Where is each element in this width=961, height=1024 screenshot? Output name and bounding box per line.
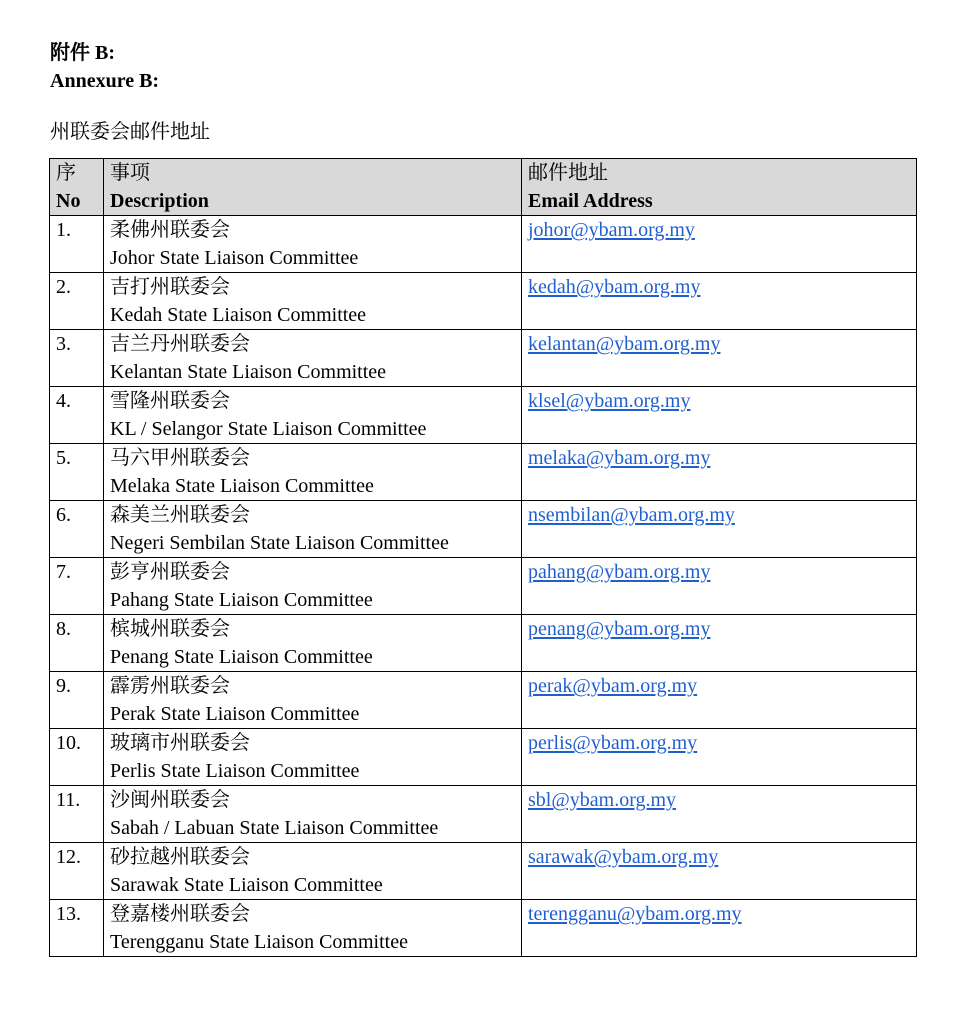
header-no [50, 159, 104, 216]
row-email [522, 900, 917, 957]
row-number: 3. [50, 330, 104, 387]
liaison-committee-table [49, 158, 917, 957]
row-number: 11. [50, 786, 104, 843]
committee-name-english: Kedah State Liaison Committee [110, 304, 367, 326]
row-email [522, 615, 917, 672]
row-number: 7. [50, 558, 104, 615]
committee-name-english: Negeri Sembilan State Liaison Committee [110, 532, 449, 554]
committee-name-chinese: 砂拉越州联委会 [110, 846, 250, 868]
row-email [522, 558, 917, 615]
table-row [50, 843, 917, 900]
committee-name-chinese: 彭亨州联委会 [110, 561, 230, 583]
row-email [522, 216, 917, 273]
committee-name-english: Sarawak State Liaison Committee [110, 874, 383, 896]
row-email [522, 786, 917, 843]
email-link[interactable]: nsembilan@ybam.org.my [528, 504, 735, 526]
committee-name-chinese: 吉打州联委会 [110, 276, 230, 298]
table-row [50, 615, 917, 672]
row-email [522, 501, 917, 558]
row-description [104, 330, 522, 387]
row-number: 2. [50, 273, 104, 330]
email-link[interactable]: sbl@ybam.org.my [528, 789, 677, 811]
row-email [522, 330, 917, 387]
header-email-en: Email Address [528, 190, 653, 212]
row-email [522, 273, 917, 330]
row-email [522, 729, 917, 786]
email-link[interactable]: klsel@ybam.org.my [528, 390, 691, 412]
committee-name-english: Terengganu State Liaison Committee [110, 931, 408, 953]
committee-name-english: Melaka State Liaison Committee [110, 475, 374, 497]
row-number: 5. [50, 444, 104, 501]
row-description [104, 729, 522, 786]
table-header-row [50, 159, 917, 216]
header-description [104, 159, 522, 216]
committee-name-chinese: 玻璃市州联委会 [110, 732, 250, 754]
annex-heading-english: Annexure B: [50, 70, 160, 92]
row-description [104, 273, 522, 330]
row-description [104, 444, 522, 501]
table-row [50, 900, 917, 957]
row-number: 1. [50, 216, 104, 273]
table-row [50, 729, 917, 786]
committee-name-english: Kelantan State Liaison Committee [110, 361, 387, 383]
committee-name-english: Perlis State Liaison Committee [110, 760, 360, 782]
row-number: 10. [50, 729, 104, 786]
committee-name-chinese: 槟城州联委会 [110, 618, 230, 640]
table-row [50, 558, 917, 615]
row-number: 4. [50, 387, 104, 444]
row-description [104, 615, 522, 672]
table-row [50, 786, 917, 843]
committee-name-chinese: 登嘉楼州联委会 [110, 903, 250, 925]
row-email [522, 444, 917, 501]
table-row [50, 273, 917, 330]
email-link[interactable]: pahang@ybam.org.my [528, 561, 711, 583]
email-link[interactable]: kelantan@ybam.org.my [528, 333, 721, 355]
email-link[interactable]: melaka@ybam.org.my [528, 447, 711, 469]
row-description [104, 558, 522, 615]
header-description-en: Description [110, 190, 209, 212]
committee-name-chinese: 柔佛州联委会 [110, 219, 230, 241]
committee-name-english: Sabah / Labuan State Liaison Committee [110, 817, 439, 839]
row-description [104, 501, 522, 558]
committee-name-english: KL / Selangor State Liaison Committee [110, 418, 427, 440]
table-row [50, 444, 917, 501]
committee-name-english: Perak State Liaison Committee [110, 703, 360, 725]
row-description [104, 672, 522, 729]
row-number: 8. [50, 615, 104, 672]
committee-name-english: Johor State Liaison Committee [110, 247, 359, 269]
header-email [522, 159, 917, 216]
row-description [104, 216, 522, 273]
committee-name-chinese: 吉兰丹州联委会 [110, 333, 250, 355]
committee-name-chinese: 马六甲州联委会 [110, 447, 250, 469]
table-row [50, 216, 917, 273]
committee-name-english: Pahang State Liaison Committee [110, 589, 373, 611]
email-link[interactable]: johor@ybam.org.my [528, 219, 695, 241]
committee-name-chinese: 霹雳州联委会 [110, 675, 230, 697]
email-link[interactable]: sarawak@ybam.org.my [528, 846, 719, 868]
row-email [522, 672, 917, 729]
row-description [104, 843, 522, 900]
row-number: 6. [50, 501, 104, 558]
row-description [104, 387, 522, 444]
table-title: 州联委会邮件地址 [50, 121, 210, 143]
header-no-cn: 序 [56, 162, 76, 184]
header-no-en: No [56, 190, 81, 212]
email-link[interactable]: perlis@ybam.org.my [528, 732, 698, 754]
table-row [50, 672, 917, 729]
header-email-cn: 邮件地址 [528, 162, 608, 184]
table-row [50, 501, 917, 558]
committee-name-chinese: 沙闽州联委会 [110, 789, 230, 811]
row-number: 9. [50, 672, 104, 729]
email-link[interactable]: perak@ybam.org.my [528, 675, 698, 697]
row-number: 13. [50, 900, 104, 957]
annex-heading-chinese: 附件 B: [50, 42, 115, 64]
email-link[interactable]: terengganu@ybam.org.my [528, 903, 742, 925]
committee-name-chinese: 雪隆州联委会 [110, 390, 230, 412]
email-link[interactable]: penang@ybam.org.my [528, 618, 711, 640]
row-email [522, 387, 917, 444]
row-description [104, 786, 522, 843]
row-email [522, 843, 917, 900]
email-link[interactable]: kedah@ybam.org.my [528, 276, 701, 298]
header-description-cn: 事项 [110, 162, 150, 184]
row-number: 12. [50, 843, 104, 900]
row-description [104, 900, 522, 957]
committee-name-chinese: 森美兰州联委会 [110, 504, 250, 526]
committee-name-english: Penang State Liaison Committee [110, 646, 373, 668]
table-row [50, 330, 917, 387]
table-row [50, 387, 917, 444]
